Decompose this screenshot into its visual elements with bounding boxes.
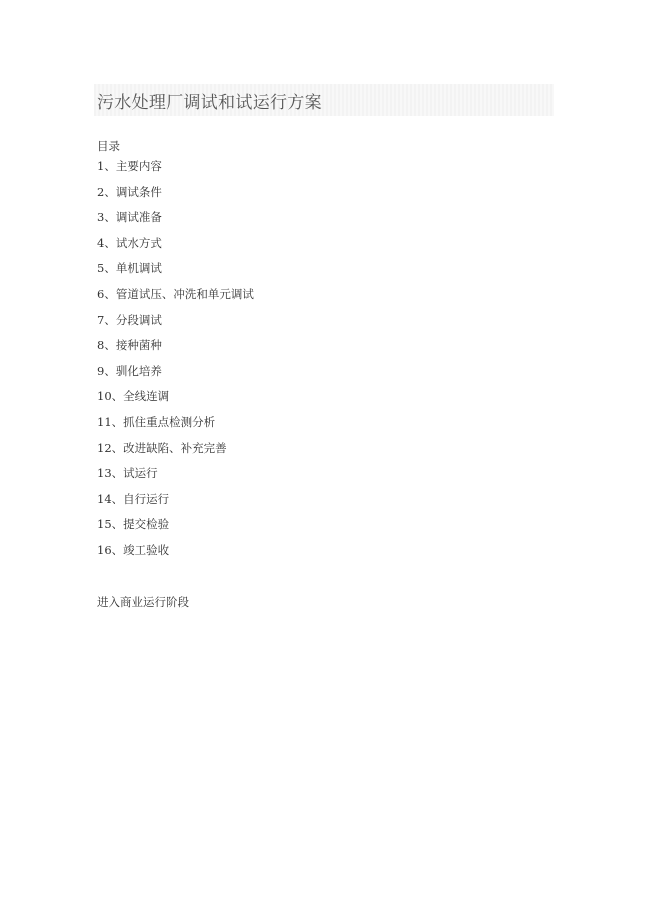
toc-item-10: 10、全线连调 bbox=[97, 389, 170, 404]
toc-item-12: 12、改进缺陷、补充完善 bbox=[97, 440, 227, 455]
toc-item-8: 8、接种菌种 bbox=[97, 338, 162, 353]
table-of-contents bbox=[97, 158, 254, 568]
toc-heading: 目录 bbox=[97, 139, 120, 153]
toc-item-4: 4、试水方式 bbox=[97, 235, 162, 250]
toc-item-14: 14、自行运行 bbox=[97, 491, 170, 506]
toc-item-3: 3、调试准备 bbox=[97, 210, 162, 225]
document-title: 污水处理厂调试和试运行方案 bbox=[97, 93, 322, 113]
toc-item-13: 13、试运行 bbox=[97, 466, 158, 481]
toc-item-15: 15、提交检验 bbox=[97, 517, 170, 532]
toc-item-2: 2、调试条件 bbox=[97, 184, 162, 199]
toc-item-11: 11、抓住重点检测分析 bbox=[97, 414, 216, 429]
footer-note: 进入商业运行阶段 bbox=[97, 595, 189, 609]
toc-item-9: 9、驯化培养 bbox=[97, 363, 162, 378]
toc-item-1: 1、主要内容 bbox=[97, 159, 162, 173]
toc-item-5: 5、单机调试 bbox=[97, 261, 162, 276]
toc-item-16: 16、竣工验收 bbox=[97, 542, 170, 557]
toc-item-6: 6、管道试压、冲洗和单元调试 bbox=[97, 286, 254, 301]
toc-item-7: 7、分段调试 bbox=[97, 312, 162, 327]
